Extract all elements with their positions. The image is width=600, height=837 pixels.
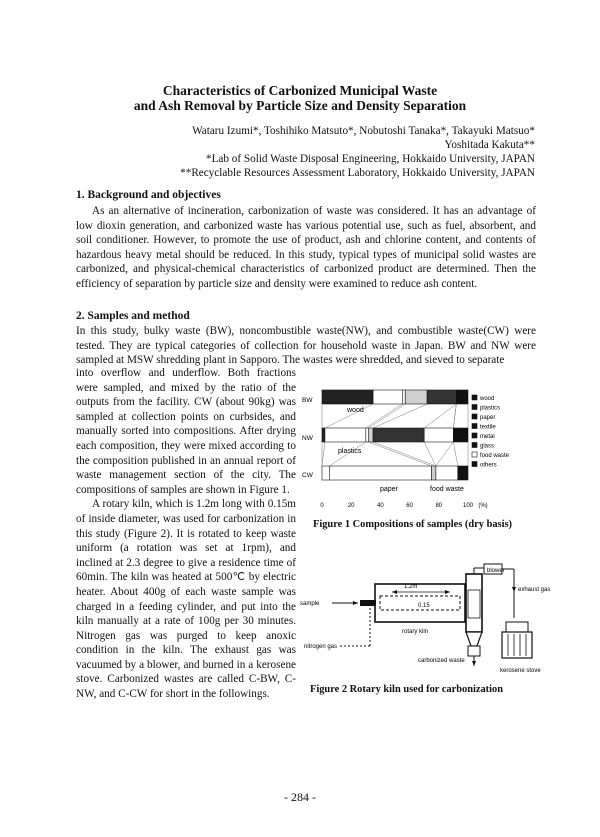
legend-swatch bbox=[472, 414, 477, 419]
bar-segment-nw-plastics bbox=[325, 428, 366, 442]
connector-line bbox=[453, 404, 456, 428]
authors-line1: Wataru Izumi*, Toshihiko Matsuto*, Nobutoshi Tanaka*, Takayuki Matsuo* bbox=[192, 125, 535, 137]
x-tick-label: 100 bbox=[462, 503, 474, 509]
bar-segment-nw-metal bbox=[373, 428, 424, 442]
inbar-label-paper: paper bbox=[380, 486, 398, 493]
connector-line bbox=[424, 404, 456, 428]
legend-label: food waste bbox=[480, 453, 510, 459]
bar-segment-cw-plastics bbox=[322, 466, 329, 480]
fig2-label-blower: blower bbox=[487, 568, 505, 574]
fig2-label-diameter: 0.15 bbox=[418, 603, 430, 609]
x-tick-label: (%) bbox=[478, 503, 488, 509]
x-tick-label: 60 bbox=[406, 503, 413, 509]
legend-label: wood bbox=[480, 396, 495, 402]
legend-swatch bbox=[472, 433, 477, 438]
legend-label: plastics bbox=[480, 405, 501, 412]
x-tick-label: 20 bbox=[347, 503, 355, 509]
legend-swatch bbox=[472, 424, 477, 429]
legend-label: metal bbox=[480, 434, 495, 440]
figure2-diagram bbox=[300, 562, 562, 682]
bar-segment-cw-others bbox=[458, 466, 468, 480]
fig2-label-nitrogen: nitrogen gas bbox=[304, 644, 338, 650]
section2-heading: 2. Samples and method bbox=[76, 310, 190, 322]
bar-segment-bw-others bbox=[456, 390, 468, 404]
x-tick-label: 0 bbox=[320, 503, 324, 509]
legend-swatch bbox=[472, 462, 477, 467]
section2-col-para2: A rotary kiln, which is 1.2m long with 0.15m of inside diameter, was used for carbonization in this study (Figure 2). It is rotated to keep waste uniform (a rotation was set at 1rpm), and inclined at 2.3 degree to give a residence time of 60min. The kiln was heated at 500℃ by electric heater. About 400g of each waste sample was charged in a feeding cylinder, and put into the kiln manually at a rate of 100g per 30 minutes. Nitrogen gas was purged to keep anoxic condition in the kiln. The exhaust gas was vacuumed by a blower, and burned in a kerosene stove. Carbonized wastes are called C-BW, C-NW, and C-CW for short in the followings. bbox=[76, 498, 296, 701]
bar-segment-nw-textile bbox=[369, 428, 373, 442]
bar-segment-nw-paper bbox=[366, 428, 369, 442]
section2-body-full: In this study, bulky waste (BW), noncombustible waste(NW), and combustible waste(CW) were tested. They are typical categories of collection for household waste in Japan. BW and NW were sampled at MSW shredding plant in Sapporo. The wastes were shredded, and sieved to separate bbox=[76, 325, 536, 367]
authors-line2: Yoshitada Kakuta** bbox=[444, 139, 535, 151]
bar-segment-nw-glass bbox=[424, 428, 453, 442]
figure2-caption: Figure 2 Rotary kiln used for carbonization bbox=[310, 684, 503, 695]
bar-segment-bw-plastics bbox=[373, 390, 402, 404]
fig2-label-sample: sample bbox=[300, 601, 320, 607]
bar-segment-nw-wood bbox=[322, 428, 325, 442]
connector-line bbox=[453, 442, 457, 466]
affiliation-2: **Recyclable Resources Assessment Laboratory, Hokkaido University, JAPAN bbox=[180, 167, 535, 179]
bar-segment-cw-food-waste bbox=[436, 466, 458, 480]
connector-line bbox=[369, 442, 432, 466]
figure1-chart bbox=[300, 385, 540, 515]
bar-segment-bw-metal bbox=[427, 390, 456, 404]
bar-segment-cw-paper bbox=[329, 466, 431, 480]
paper-title-line1: Characteristics of Carbonized Municipal Waste bbox=[162, 83, 438, 98]
inbar-label-wood: wood bbox=[347, 407, 364, 414]
legend-label: paper bbox=[480, 415, 496, 421]
fig2-label-stove: kerosene stove bbox=[500, 668, 541, 674]
legend-label: textile bbox=[480, 424, 496, 431]
legend-swatch bbox=[472, 452, 477, 457]
connector-line bbox=[436, 442, 454, 466]
fig2-label-exhaust: exhaust gas bbox=[518, 587, 551, 593]
x-tick-label: 40 bbox=[377, 503, 384, 509]
fig2-label-kiln: rotary kiln bbox=[402, 629, 429, 635]
inbar-label-plastics: plastics bbox=[338, 448, 362, 455]
fig2-label-carbonized: carbonized waste bbox=[418, 658, 465, 664]
inbar-label-food-waste: food waste bbox=[430, 486, 464, 493]
connector-line bbox=[373, 442, 436, 466]
legend-label: glass bbox=[480, 443, 495, 450]
figure1-caption: Figure 1 Compositions of samples (dry basis) bbox=[313, 519, 512, 530]
bar-segment-nw-others bbox=[453, 428, 468, 442]
section2-col-para1: into overflow and underflow. Both fractions were sampled, and mixed by the ratio of the outputs from the facility. CW (about 90kg) was sampled at collection points on curbsides, and manually sorted into compositions. After drying each composition, they were mixed according to the composition published in an annual report of waste management section of the city. The compositions of samples are shown in Figure 1. bbox=[76, 367, 296, 496]
bar-segment-bw-textile bbox=[405, 390, 427, 404]
fig2-label-length: 1.2m bbox=[404, 584, 418, 590]
x-tick-label: 80 bbox=[435, 503, 443, 509]
bar-segment-bw-paper bbox=[402, 390, 405, 404]
paper-title-line2: and Ash Removal by Particle Size and Density Separation bbox=[133, 98, 467, 113]
legend-swatch bbox=[472, 443, 477, 448]
section1-heading: 1. Background and objectives bbox=[76, 189, 221, 201]
bar-label-cw: CW bbox=[302, 472, 313, 479]
connector-line bbox=[322, 442, 325, 466]
section2-body-column bbox=[76, 366, 296, 702]
connector-line bbox=[366, 404, 403, 428]
affiliation-1: *Lab of Solid Waste Disposal Engineering, Hokkaido University, JAPAN bbox=[206, 153, 535, 165]
section1-body: As an alternative of incineration, carbonization of waste was considered. It has an advantage of low dioxin generation, and carbonized waste has various potential use, such as fuel, absorbent, and soil conditioner. However, to promote the use of product, ash and chlorine content, and contents of hazardous heavy metal should be reduced. In this study, typical types of municipal solid wastes are carbonized, and physical-chemical characteristics of carbonized product are determined. Then the efficiency of separation by particle size and density were examined to reduce ash content. bbox=[76, 205, 536, 290]
bar-label-bw: BW bbox=[302, 397, 313, 404]
bar-segment-bw-wood bbox=[322, 390, 373, 404]
page-number: - 284 - bbox=[284, 790, 316, 804]
legend-label: others bbox=[480, 462, 497, 469]
legend-swatch bbox=[472, 395, 477, 400]
legend-swatch bbox=[472, 405, 477, 410]
bar-segment-cw-textile bbox=[432, 466, 436, 480]
bar-label-nw: NW bbox=[302, 435, 313, 442]
